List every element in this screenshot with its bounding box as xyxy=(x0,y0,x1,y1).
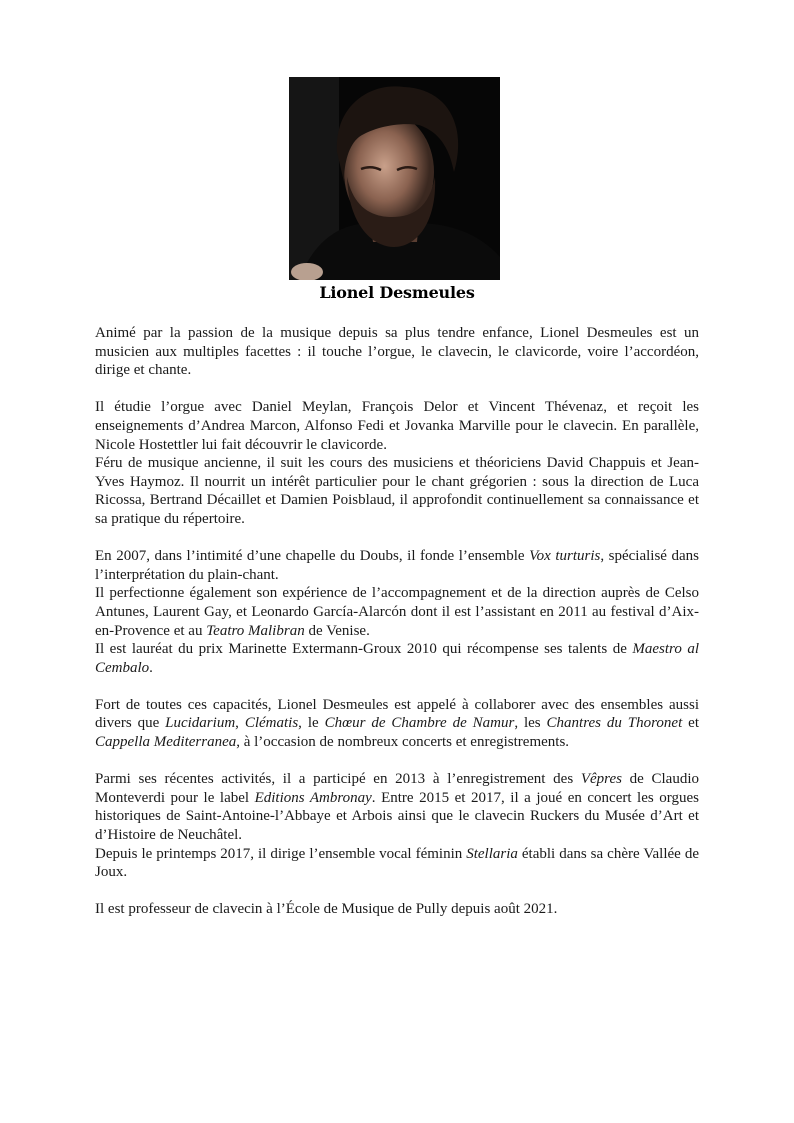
paragraph-7: Fort de toutes ces capacités, Lionel Desmeules est appelé à collaborer avec des ensembles aussi divers que Lucidarium, Clématis, le Chœur de Chambre de Namur, les Chantres du Thoronet et Cappella Mediterranea, à l’occasion de nombreux concerts et enregistrements. xyxy=(95,696,699,751)
paragraph-1: Animé par la passion de la musique depuis sa plus tendre enfance, Lionel Desmeules est un musicien aux multiples facettes : il touche l’orgue, le clavecin, le clavicorde, voire l’accordéon, dirige et chante. xyxy=(95,325,699,379)
paragraph-4: En 2007, dans l’intimité d’une chapelle du Doubs, il fonde l’ensemble Vox turturis, spécialisé dans l’interprétation du plain-chant. xyxy=(95,548,699,583)
paragraph-2: Il étudie l’orgue avec Daniel Meylan, François Delor et Vincent Thévenaz, et reçoit les enseignements d’Andrea Marcon, Alfonso Fedi et Jovanka Marville pour le clavecin. En parallèle, Nicole Hostettler lui fait découvrir le clavicorde. xyxy=(95,399,699,453)
person-name: Lionel Desmeules xyxy=(319,283,475,302)
portrait-icon xyxy=(289,77,500,280)
biography-text xyxy=(95,324,699,919)
paragraph-3: Féru de musique ancienne, il suit les cours des musiciens et théoriciens David Chappuis et Jean-Yves Haymoz. Il nourrit un intérêt particulier pour le chant grégorien : sous la direction de Luca Ricossa, Bertrand Décaillet et Damien Poisblaud, il approfondit continuellement sa connaissance et sa pratique du répertoire. xyxy=(95,455,699,527)
paragraph-5: Il perfectionne également son expérience de l’accompagnement et de la direction auprès de Celso Antunes, Laurent Gay, et Leonardo García-Alarcón dont il est l’assistant en 2011 au festival d’Aix-en-Provence et au Teatro Malibran de Venise. xyxy=(95,585,699,639)
paragraph-8: Parmi ses récentes activités, il a participé en 2013 à l’enregistrement des Vêpres de Claudio Monteverdi pour le label Editions Ambronay. Entre 2015 et 2017, il a joué en concert les orgues historiques de Saint-Antoine-l’Abbaye et Arbois ainsi que le clavecin Ruckers du Musée d’Art et d’Histoire de Neuchâtel. xyxy=(95,771,700,844)
paragraph-10: Il est professeur de clavecin à l’École de Musique de Pully depuis août 2021. xyxy=(95,901,558,918)
portrait-photo xyxy=(289,77,500,280)
paragraph-6: Il est lauréat du prix Marinette Extermann-Groux 2010 qui récompense ses talents de Maestro al Cembalo. xyxy=(95,641,699,676)
paragraph-9: Depuis le printemps 2017, il dirige l’ensemble vocal féminin Stellaria établi dans sa chère Vallée de Joux. xyxy=(95,845,699,881)
